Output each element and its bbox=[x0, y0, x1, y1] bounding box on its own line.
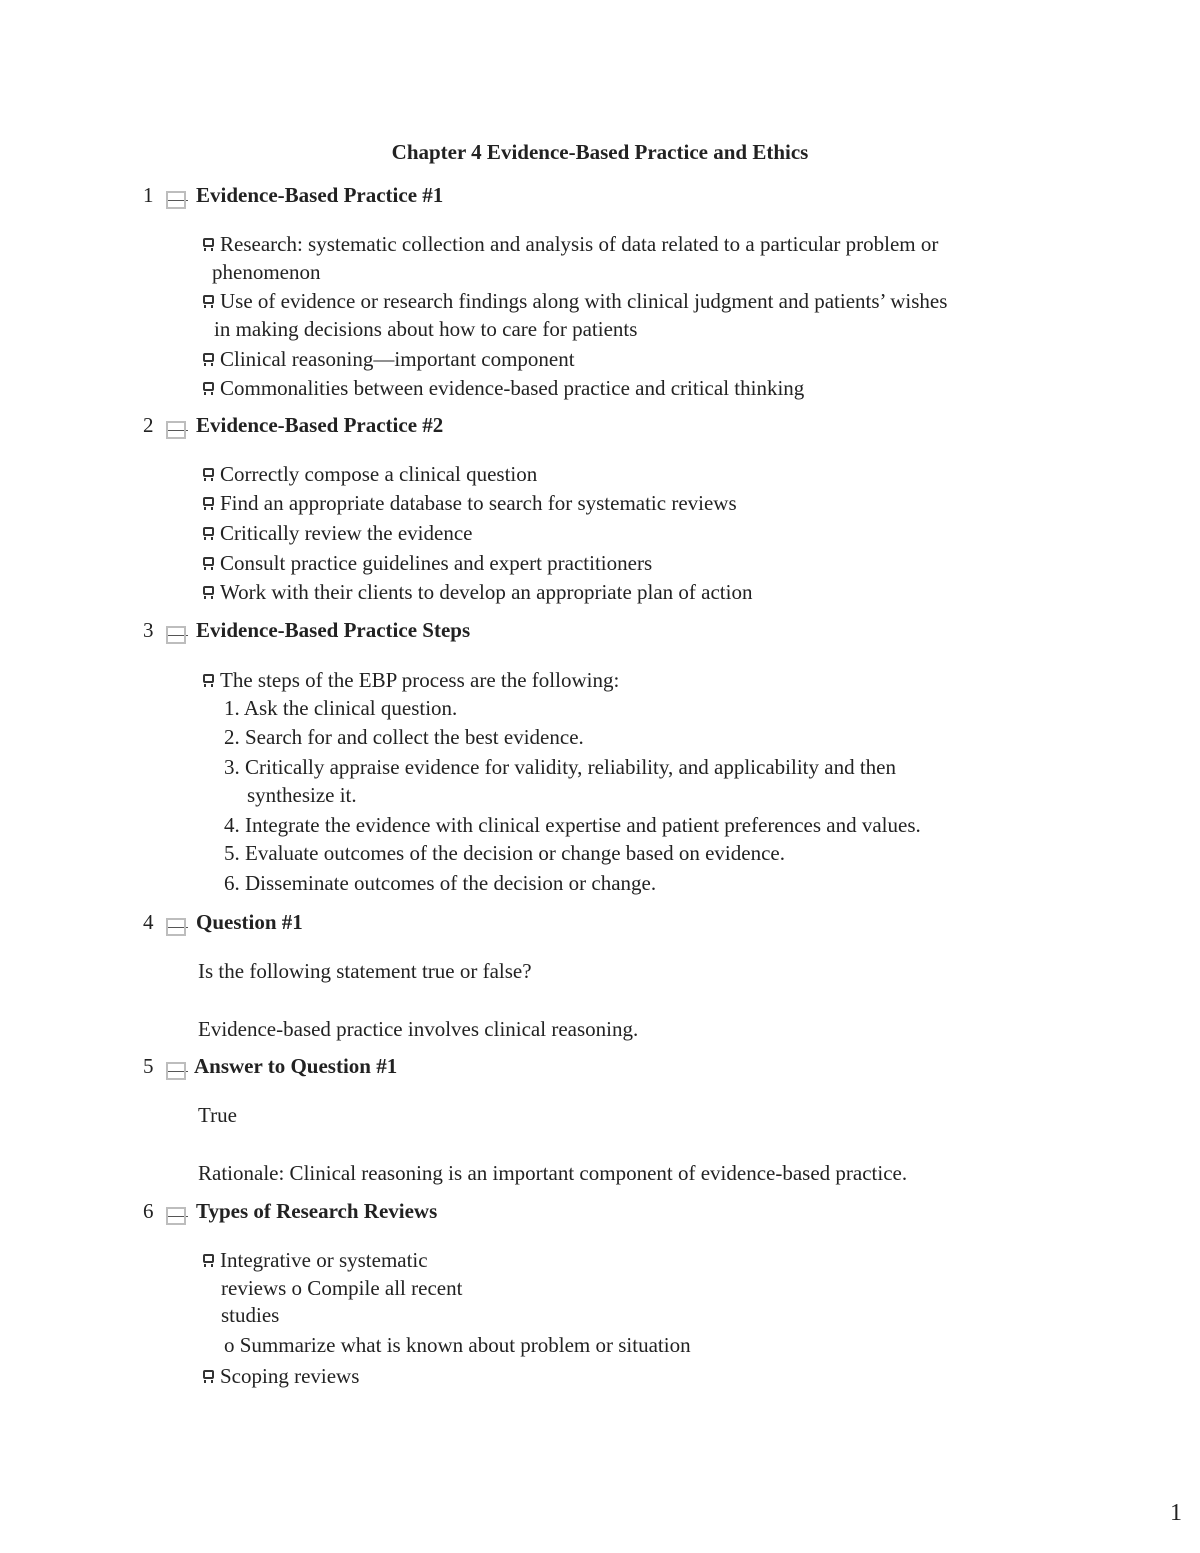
rationale-text: Rationale: Clinical reasoning is an important component of evidence-based practice. bbox=[198, 1161, 908, 1185]
slide-title: Question #1 bbox=[196, 910, 303, 934]
question-statement: Evidence-based practice involves clinical reasoning. bbox=[198, 1017, 639, 1041]
slide-title: Evidence-Based Practice #2 bbox=[196, 413, 444, 437]
bullet-icon bbox=[202, 238, 216, 252]
bullet-line: Commonalities between evidence-based practice and critical thinking bbox=[202, 378, 804, 399]
bullet-line: The steps of the EBP process are the following: bbox=[202, 670, 619, 691]
slide-title: Answer to Question #1 bbox=[194, 1054, 398, 1078]
slide-checkbox[interactable] bbox=[166, 918, 186, 936]
bullet-icon bbox=[202, 1370, 216, 1384]
bullet-icon bbox=[202, 382, 216, 396]
slide-number: 6 bbox=[143, 1199, 154, 1223]
slide-checkbox[interactable] bbox=[166, 421, 186, 439]
bullet-line: Critically review the evidence bbox=[202, 523, 472, 544]
bullet-line: Clinical reasoning—important component bbox=[202, 349, 575, 370]
question-prompt: Is the following statement true or false? bbox=[198, 959, 532, 983]
bullet-line: Scoping reviews bbox=[202, 1366, 359, 1387]
slide-number: 1 bbox=[143, 183, 154, 207]
step-item-continuation: synthesize it. bbox=[247, 783, 357, 807]
slide-checkbox[interactable] bbox=[166, 626, 186, 644]
step-item: 2. Search for and collect the best evidence. bbox=[224, 725, 584, 749]
step-item: 4. Integrate the evidence with clinical expertise and patient preferences and values. bbox=[224, 813, 921, 837]
bullet-icon bbox=[202, 468, 216, 482]
slide-checkbox[interactable] bbox=[166, 191, 186, 209]
step-item: 5. Evaluate outcomes of the decision or change based on evidence. bbox=[224, 841, 785, 865]
text-line: studies bbox=[221, 1303, 280, 1327]
slide-checkbox[interactable] bbox=[166, 1062, 186, 1080]
slide-number: 4 bbox=[143, 910, 154, 934]
bullet-icon bbox=[202, 353, 216, 367]
bullet-line: Correctly compose a clinical question bbox=[202, 464, 537, 485]
bullet-icon bbox=[202, 295, 216, 309]
bullet-line: Integrative or systematic bbox=[202, 1250, 428, 1271]
bullet-icon bbox=[202, 586, 216, 600]
bullet-icon bbox=[202, 1254, 216, 1268]
bullet-icon bbox=[202, 497, 216, 511]
text-line: in making decisions about how to care for patients bbox=[214, 317, 638, 341]
bullet-icon bbox=[202, 674, 216, 688]
slide-title: Types of Research Reviews bbox=[196, 1199, 438, 1223]
slide-title: Evidence-Based Practice #1 bbox=[196, 183, 444, 207]
bullet-icon bbox=[202, 557, 216, 571]
step-item: 1. Ask the clinical question. bbox=[224, 696, 458, 720]
slide-number: 5 bbox=[143, 1054, 154, 1078]
bullet-line: Use of evidence or research findings along with clinical judgment and patients’ wishes bbox=[202, 291, 947, 312]
slide-number: 3 bbox=[143, 618, 154, 642]
bullet-line: Consult practice guidelines and expert practitioners bbox=[202, 553, 652, 574]
bullet-icon bbox=[202, 527, 216, 541]
page-number: 1 bbox=[1170, 1500, 1182, 1526]
slide-checkbox[interactable] bbox=[166, 1207, 186, 1225]
bullet-line: Research: systematic collection and analysis of data related to a particular problem or bbox=[202, 234, 938, 255]
bullet-line: Find an appropriate database to search for systematic reviews bbox=[202, 493, 737, 514]
step-item: 3. Critically appraise evidence for validity, reliability, and applicability and then bbox=[224, 755, 896, 779]
document-title: Chapter 4 Evidence-Based Practice and Ethics bbox=[391, 140, 809, 164]
text-line: phenomenon bbox=[212, 260, 321, 284]
sub-bullet-line: o Summarize what is known about problem or situation bbox=[224, 1333, 691, 1357]
bullet-line: Work with their clients to develop an appropriate plan of action bbox=[202, 582, 752, 603]
slide-title: Evidence-Based Practice Steps bbox=[196, 618, 471, 642]
slide-number: 2 bbox=[143, 413, 154, 437]
answer-text: True bbox=[198, 1103, 237, 1127]
text-line: reviews o Compile all recent bbox=[221, 1276, 463, 1300]
step-item: 6. Disseminate outcomes of the decision or change. bbox=[224, 871, 657, 895]
